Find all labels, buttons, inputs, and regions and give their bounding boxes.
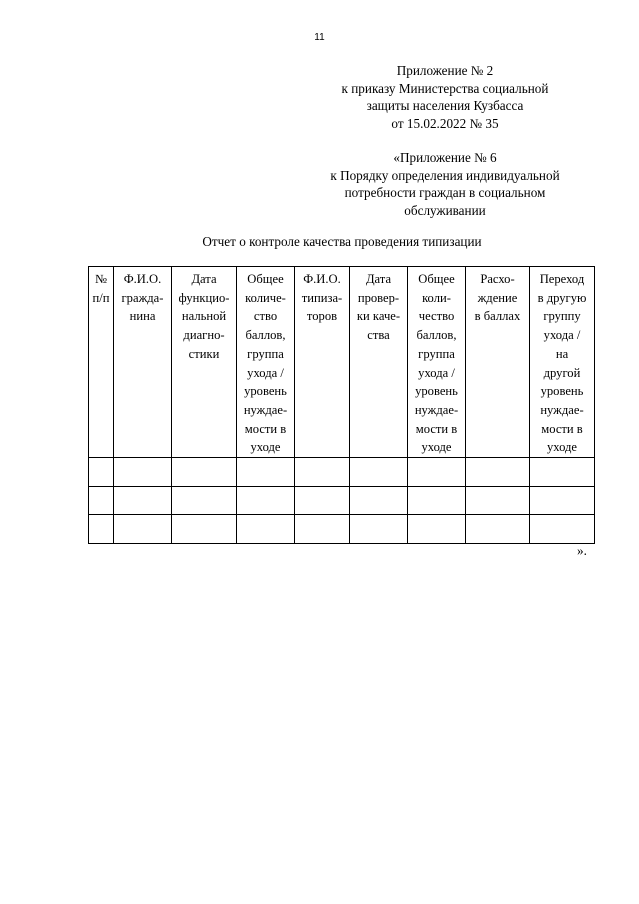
table-cell	[408, 515, 466, 544]
header-text-line: чество	[418, 309, 455, 324]
table-row	[89, 458, 595, 487]
table-cell	[466, 515, 530, 544]
header-text-line: ства	[367, 328, 390, 343]
appendix-main-line: к приказу Министерства социальной	[341, 80, 549, 96]
appendix-inner-line: к Порядку определения индивидуальной	[330, 167, 560, 183]
header-text-line: Дата	[365, 272, 392, 286]
page-number: 11	[314, 32, 325, 43]
table-cell	[172, 458, 237, 487]
report-title: Отчет о контроле качества проведения типизации	[202, 234, 482, 249]
header-citizen-name	[114, 267, 172, 458]
table-cell	[89, 515, 114, 544]
header-text-line: группа	[418, 346, 455, 361]
table-row	[89, 486, 595, 515]
table-cell	[295, 486, 350, 515]
header-text-line: №	[94, 272, 108, 286]
appendix-main-line: Приложение № 2	[396, 63, 494, 78]
table-cell	[295, 515, 350, 544]
table-cell	[114, 458, 172, 487]
header-text-line: ухода /	[247, 365, 284, 380]
table-row	[89, 515, 595, 544]
table-cell	[350, 515, 408, 544]
table-cell	[408, 458, 466, 487]
header-text-line: ухода /	[543, 328, 581, 343]
header-text-line: Ф.И.О.	[123, 272, 162, 286]
header-check-date	[350, 267, 408, 458]
header-text-line: мости в	[541, 421, 583, 436]
header-text-line: уходе	[546, 440, 578, 455]
header-text-line: нуждае-	[414, 402, 459, 417]
header-text-line: нальной	[181, 309, 227, 324]
appendix-inner-block	[300, 149, 590, 219]
table-cell	[114, 515, 172, 544]
header-text-line: п/п	[92, 290, 110, 305]
report-table	[88, 266, 595, 544]
table-cell	[466, 458, 530, 487]
header-text-line: ки каче-	[356, 309, 401, 324]
table-cell	[350, 458, 408, 487]
header-number	[89, 267, 114, 458]
table-header-row	[89, 267, 595, 458]
header-care-group-transition	[530, 267, 595, 458]
header-text-line: нина	[129, 309, 156, 324]
appendix-main-line: защиты населения Кузбасса	[366, 98, 524, 114]
header-text-line: группа	[247, 346, 284, 361]
header-text-line: ждение	[477, 290, 518, 305]
header-text-line: на	[555, 346, 569, 361]
header-text-line: ство	[253, 309, 278, 324]
header-text-line: уровень	[540, 384, 584, 399]
closing-mark: ».	[577, 543, 587, 558]
header-text-line: Ф.И.О.	[303, 272, 341, 286]
header-text-line: Расхо-	[480, 272, 515, 286]
header-text-line: нуждае-	[243, 402, 288, 417]
table-cell	[530, 486, 595, 515]
header-text-line: стики	[188, 346, 220, 361]
header-text-line: Общее	[247, 272, 284, 286]
appendix-main-line: от 15.02.2022 № 35	[391, 115, 499, 131]
table-cell	[408, 486, 466, 515]
header-text-line: уровень	[415, 384, 458, 399]
header-text-line: уходе	[250, 440, 281, 455]
header-score-discrepancy	[466, 267, 530, 458]
table-body	[89, 458, 595, 544]
header-text-line: баллов,	[416, 328, 457, 343]
header-text-line: ухода /	[418, 365, 455, 380]
table-cell	[237, 458, 295, 487]
header-text-line: коли-	[422, 290, 451, 305]
table-cell	[172, 486, 237, 515]
header-typist-names	[295, 267, 350, 458]
appendix-inner-line: обслуживании	[404, 202, 486, 218]
table-cell	[295, 458, 350, 487]
header-text-line: в баллах	[474, 309, 521, 324]
appendix-inner-line: потребности граждан в социальном	[344, 185, 546, 201]
header-diagnostics-date	[172, 267, 237, 458]
header-text-line: гражда-	[121, 290, 164, 305]
table-cell	[237, 486, 295, 515]
table-cell	[89, 458, 114, 487]
table-cell	[237, 515, 295, 544]
header-text-line: торов	[306, 309, 338, 324]
header-text-line: Дата	[191, 272, 217, 286]
appendix-inner-line: «Приложение № 6	[393, 150, 497, 165]
table-cell	[350, 486, 408, 515]
header-text-line: диагно-	[183, 328, 225, 343]
header-text-line: группу	[543, 309, 581, 324]
table-cell	[466, 486, 530, 515]
header-text-line: баллов,	[245, 328, 286, 343]
appendix-main-block	[300, 62, 590, 132]
header-text-line: Переход	[539, 272, 585, 286]
header-text-line: другой	[543, 365, 581, 380]
header-text-line: типиза-	[301, 290, 343, 305]
header-text-line: мости в	[415, 421, 458, 436]
header-text-line: уровень	[244, 384, 287, 399]
table-cell	[89, 486, 114, 515]
table-cell	[530, 515, 595, 544]
header-text-line: функцио-	[178, 290, 230, 305]
header-text-line: нуждае-	[540, 402, 584, 417]
header-text-line: в другую	[537, 290, 587, 305]
table-cell	[530, 458, 595, 487]
header-text-line: количе-	[245, 290, 286, 305]
header-text-line: провер-	[357, 290, 400, 305]
header-text-line: мости в	[244, 421, 287, 436]
header-total-score-first	[237, 267, 295, 458]
table-cell	[114, 486, 172, 515]
header-text-line: Общее	[418, 272, 455, 286]
header-text-line: уходе	[421, 440, 452, 455]
header-total-score-second	[408, 267, 466, 458]
table-cell	[172, 515, 237, 544]
